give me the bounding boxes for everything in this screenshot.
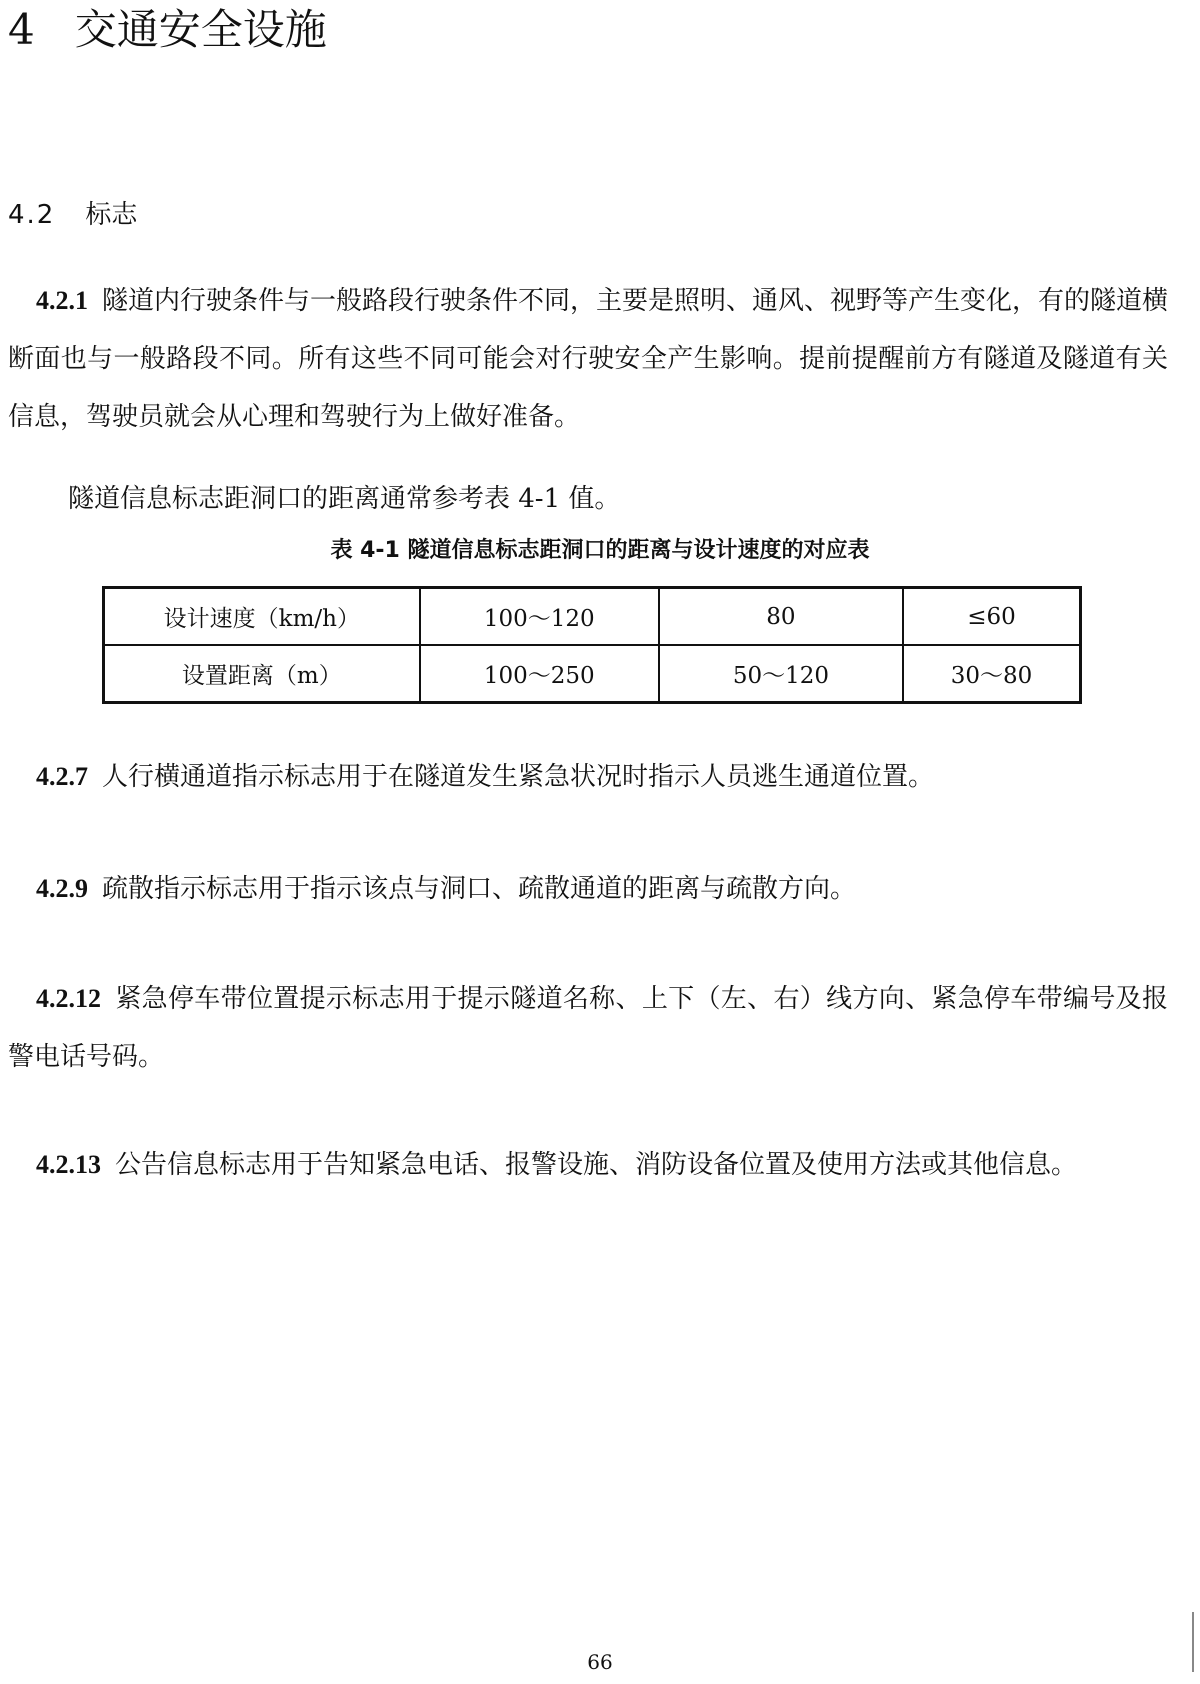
chapter-title (8, 4, 327, 56)
clause-4-2-1 (8, 272, 1168, 446)
page-number: 66 (587, 1650, 613, 1674)
table-cell: 50～120 (659, 645, 903, 703)
table-cell: 30～80 (903, 645, 1081, 703)
clause-text: 人行横通道指示标志用于在隧道发生紧急状况时指示人员逃生通道位置。 (102, 762, 935, 792)
clause-4-2-13 (8, 1136, 1168, 1194)
table-cell: ≤60 (903, 588, 1081, 646)
clause-number: 4.2.13 (36, 1150, 101, 1179)
clause-number: 4.2.7 (36, 762, 88, 791)
clause-number: 4.2.12 (36, 984, 101, 1013)
section-title-text: 标志 (85, 200, 138, 230)
table-cell: 100～250 (420, 645, 659, 703)
table-row (104, 588, 1081, 646)
page-edge-rule (1192, 1612, 1194, 1672)
clause-text: 隧道内行驶条件与一般路段行驶条件不同，主要是照明、通风、视野等产生变化，有的隧道横断面也与一般路段不同。所有这些不同可能会对行驶安全产生影响。提前提醒前方有隧道及隧道有关信息，驾驶员就会从心理和驾驶行为上做好准备。 (8, 286, 1169, 432)
table-cell: 80 (659, 588, 903, 646)
section-title (8, 198, 137, 232)
clause-4-2-12 (8, 970, 1168, 1086)
chapter-title-text: 交通安全设施 (74, 5, 327, 54)
clause-4-2-9 (8, 860, 1168, 918)
table-cell: 设计速度（km/h） (104, 588, 420, 646)
clause-4-2-1-note: 隧道信息标志距洞口的距离通常参考表 4-1 值。 (68, 484, 621, 514)
clause-number: 4.2.9 (36, 874, 88, 903)
table-caption: 表 4-1 隧道信息标志距洞口的距离与设计速度的对应表 (330, 538, 870, 563)
clause-number: 4.2.1 (36, 286, 88, 315)
table-cell: 设置距离（m） (104, 645, 420, 703)
clause-text: 疏散指示标志用于指示该点与洞口、疏散通道的距离与疏散方向。 (102, 874, 857, 904)
clause-text: 公告信息标志用于告知紧急电话、报警设施、消防设备位置及使用方法或其他信息。 (115, 1150, 1078, 1180)
speed-distance-table (102, 586, 1082, 704)
clause-4-2-7 (8, 748, 1168, 806)
table-row (104, 645, 1081, 703)
chapter-number: 4 (8, 5, 35, 54)
section-number: 4.2 (8, 200, 56, 230)
clause-text: 紧急停车带位置提示标志用于提示隧道名称、上下（左、右）线方向、紧急停车带编号及报警电话号码。 (8, 984, 1168, 1072)
table-cell: 100～120 (420, 588, 659, 646)
